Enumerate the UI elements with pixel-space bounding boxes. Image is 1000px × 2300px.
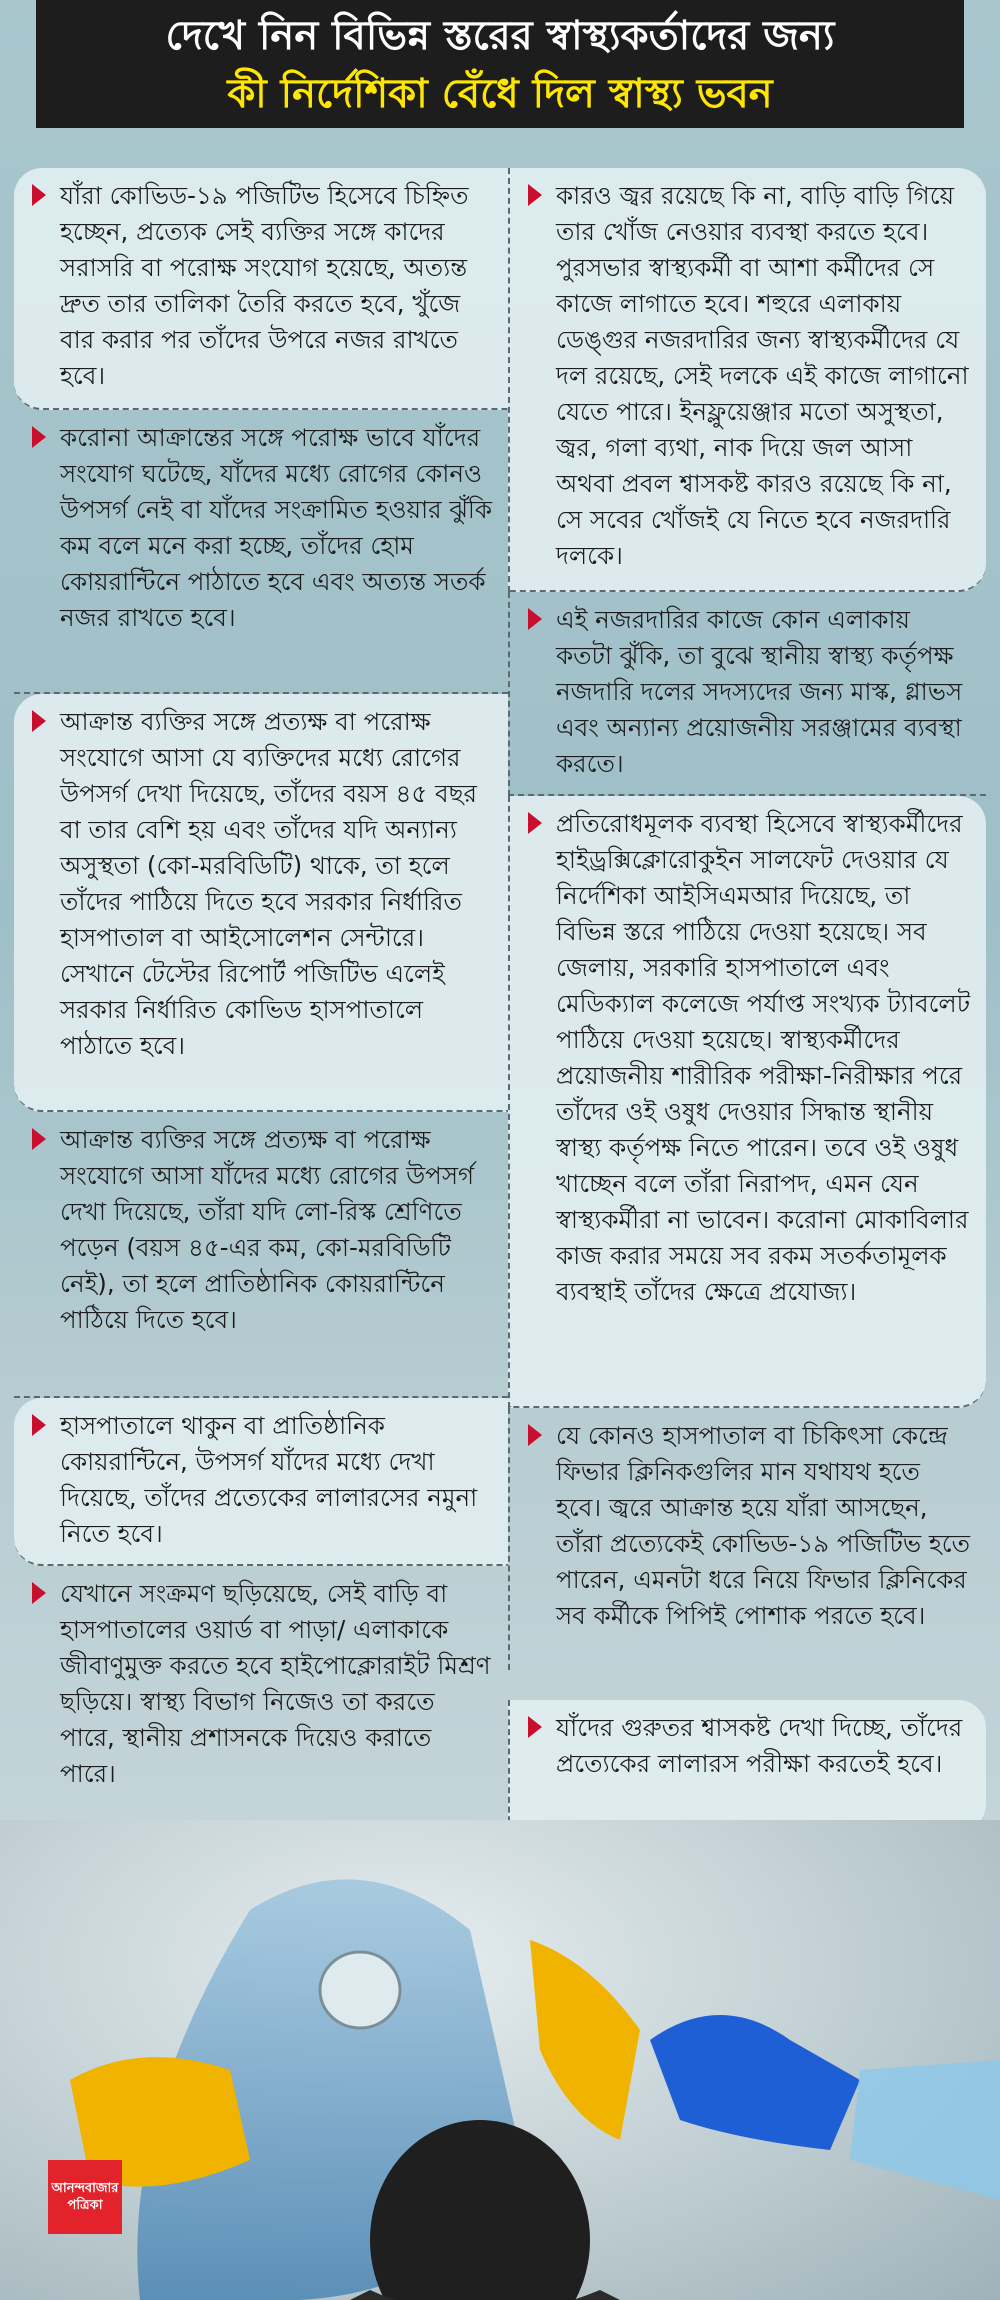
- bullet-triangle-icon: [32, 1128, 46, 1150]
- newspaper-logo: [48, 2160, 122, 2234]
- bullet-triangle-icon: [528, 812, 542, 834]
- guideline-text: এই নজরদারির কাজে কোন এলাকায় কতটা ঝুঁকি, তা বুঝে স্থানীয় স্বাস্থ্য কর্তৃপক্ষ নজদারি দলের সদস্যদের জন্য মাস্ক, গ্লাভস এবং অন্যান্য প্রয়োজনীয় সরঞ্জামের ব্যবস্থা করতে।: [556, 605, 963, 778]
- health-worker-photo: [0, 1820, 1000, 2300]
- header-title: দেখে নিন বিভিন্ন স্তরের স্বাস্থ্যকর্তাদের জন্য: [165, 13, 835, 59]
- bullet-triangle-icon: [528, 184, 542, 206]
- guideline-text: আক্রান্ত ব্যক্তির সঙ্গে প্রত্যক্ষ বা পরোক্ষ সংযোগে আসা যে ব্যক্তিদের মধ্যে রোগের উপসর্গ দেখা দিয়েছে, তাঁদের বয়স ৪৫ বছর বা তার বেশি হয় এবং তাঁদের যদি অন্যান্য অসুস্থতা (কো-মরবিডিটি) থাকে, তা হলে তাঁদের পাঠিয়ে দিতে হবে সরকার নির্ধারিত হাসপাতাল বা আইসোলেশন সেন্টারে। সেখানে টেস্টের রিপোর্ট পজিটিভ এলেই সরকার নির্ধারিত কোভিড হাসপাতালে পাঠাতে হবে।: [60, 707, 478, 1060]
- guideline-text: যাঁরা কোভিড-১৯ পজিটিভ হিসেবে চিহ্নিত হচ্ছেন, প্রত্যেক সেই ব্যক্তির সঙ্গে কাদের সরাসরি বা পরোক্ষ সংযোগ হয়েছে, অত্যন্ত দ্রুত তার তালিকা তৈরি করতে হবে, খুঁজে বার করার পর তাঁদের উপরে নজর রাখতে হবে।: [60, 181, 469, 390]
- guideline-card: [14, 1398, 508, 1566]
- guideline-card: [14, 1112, 508, 1398]
- logo-line-1: আনন্দবাজার: [51, 2181, 119, 2196]
- guideline-card: [508, 592, 986, 796]
- guideline-card: [508, 1408, 986, 1670]
- guideline-card: [508, 1700, 986, 1832]
- bullet-triangle-icon: [528, 608, 542, 630]
- guideline-text: যে কোনও হাসপাতাল বা চিকিৎসা কেন্দ্রে ফিভার ক্লিনিকগুলির মান যথাযথ হতে হবে। জ্বরে আক্রান্ত হয়ে যাঁরা আসছেন, তাঁরা প্রত্যেকেই কোভিড-১৯ পজিটিভ হতে পারেন, এমনটা ধরে নিয়ে ফিভার ক্লিনিকের সব কর্মীকে পিপিই পোশাক পরতে হবে।: [556, 1421, 970, 1630]
- bullet-triangle-icon: [528, 1716, 542, 1738]
- infographic-header: [36, 0, 964, 128]
- bullet-triangle-icon: [32, 184, 46, 206]
- bullet-triangle-icon: [32, 1582, 46, 1604]
- guideline-card: [14, 694, 508, 1112]
- guideline-text: করোনা আক্রান্তের সঙ্গে পরোক্ষ ভাবে যাঁদের সংযোগ ঘটেছে, যাঁদের মধ্যে রোগের কোনও উপসর্গ নেই বা যাঁদের সংক্রামিত হওয়ার ঝুঁকি কম বলে মনে করা হচ্ছে, তাঁদের হোম কোয়রান্টিনে পাঠাতে হবে এবং অত্যন্ত সতর্ক নজর রাখতে হবে।: [60, 423, 493, 632]
- guideline-text: যেখানে সংক্রমণ ছড়িয়েছে, সেই বাড়ি বা হাসপাতালের ওয়ার্ড বা পাড়া/ এলাকাকে জীবাণুমুক্ত করতে হবে হাইপোক্লোরাইট মিশ্রণ ছড়িয়ে। স্বাস্থ্য বিভাগ নিজেও তা করতে পারে, স্থানীয় প্রশাসনকে দিয়েও করাতে পারে।: [60, 1579, 491, 1788]
- guideline-text: প্রতিরোধমূলক ব্যবস্থা হিসেবে স্বাস্থ্যকর্মীদের হাইড্রক্সিক্লোরোকুইন সালফেট দেওয়ার যে নির্দেশিকা আইসিএমআর দিয়েছে, তা বিভিন্ন স্তরে পাঠিয়ে দেওয়া হয়েছে। সব জেলায়, সরকারি হাসপাতালে এবং মেডিক্যাল কলেজে পর্যাপ্ত সংখ্যক ট্যাবলেট পাঠিয়ে দেওয়া হয়েছে। স্বাস্থ্যকর্মীদের প্রয়োজনীয় শারীরিক পরীক্ষা-নিরীক্ষার পরে তাঁদের ওই ওষুধ দেওয়ার সিদ্ধান্ত স্থানীয় স্বাস্থ্য কর্তৃপক্ষ নিতে পারেন। তবে ওই ওষুধ খাচ্ছেন বলে তাঁরা নিরাপদ, এমন যেন স্বাস্থ্যকর্মীরা না ভাবেন। করোনা মোকাবিলার কাজ করার সময়ে সব রকম সতর্কতামূলক ব্যবস্থাই তাঁদের ক্ষেত্রে প্রযোজ্য।: [556, 809, 971, 1306]
- guideline-text: হাসপাতালে থাকুন বা প্রাতিষ্ঠানিক কোয়রান্টিনে, উপসর্গ যাঁদের মধ্যে দেখা দিয়েছে, তাঁদের প্রত্যেকের লালারসের নমুনা নিতে হবে।: [60, 1411, 478, 1548]
- bullet-triangle-icon: [528, 1424, 542, 1446]
- bullet-triangle-icon: [32, 426, 46, 448]
- guideline-card: [14, 1566, 508, 1798]
- guideline-text: কারও জ্বর রয়েছে কি না, বাড়ি বাড়ি গিয়ে তার খোঁজ নেওয়ার ব্যবস্থা করতে হবে। পুরসভার স্বাস্থ্যকর্মী বা আশা কর্মীদের সে কাজে লাগাতে হবে। শহুরে এলাকায় ডেঙ্গুর নজরদারির জন্য স্বাস্থ্যকর্মীদের যে দল রয়েছে, সেই দলকে এই কাজে লাগানো যেতে পারে। ইনফ্লুয়েঞ্জার মতো অসুস্থতা, জ্বর, গলা ব্যথা, নাক দিয়ে জল আসা অথবা প্রবল শ্বাসকষ্ট কারও রয়েছে কি না, সে সবের খোঁজই যে নিতে হবে নজরদারি দলকে।: [556, 181, 969, 570]
- guideline-card: [508, 168, 986, 592]
- guideline-card: [508, 796, 986, 1408]
- guideline-text: যাঁদের গুরুতর শ্বাসকষ্ট দেখা দিচ্ছে, তাঁদের প্রত্যেকের লালারস পরীক্ষা করতেই হবে।: [556, 1713, 963, 1778]
- header-subtitle: কী নির্দেশিকা বেঁধে দিল স্বাস্থ্য ভবন: [227, 71, 773, 117]
- bullet-triangle-icon: [32, 1414, 46, 1436]
- ppe-worker-illustration: [0, 1820, 1000, 2300]
- guideline-card: [14, 168, 508, 410]
- guideline-text: আক্রান্ত ব্যক্তির সঙ্গে প্রত্যক্ষ বা পরোক্ষ সংযোগে আসা যাঁদের মধ্যে রোগের উপসর্গ দেখা দিয়েছে, তাঁরা যদি লো-রিস্ক শ্রেণিতে পড়েন (বয়স ৪৫-এর কম, কো-মরবিডিটি নেই), তা হলে প্রাতিষ্ঠানিক কোয়রান্টিনে পাঠিয়ে দিতে হবে।: [60, 1125, 475, 1334]
- bullet-triangle-icon: [32, 710, 46, 732]
- logo-line-2: পত্রিকা: [67, 2198, 103, 2213]
- guideline-card: [14, 410, 508, 694]
